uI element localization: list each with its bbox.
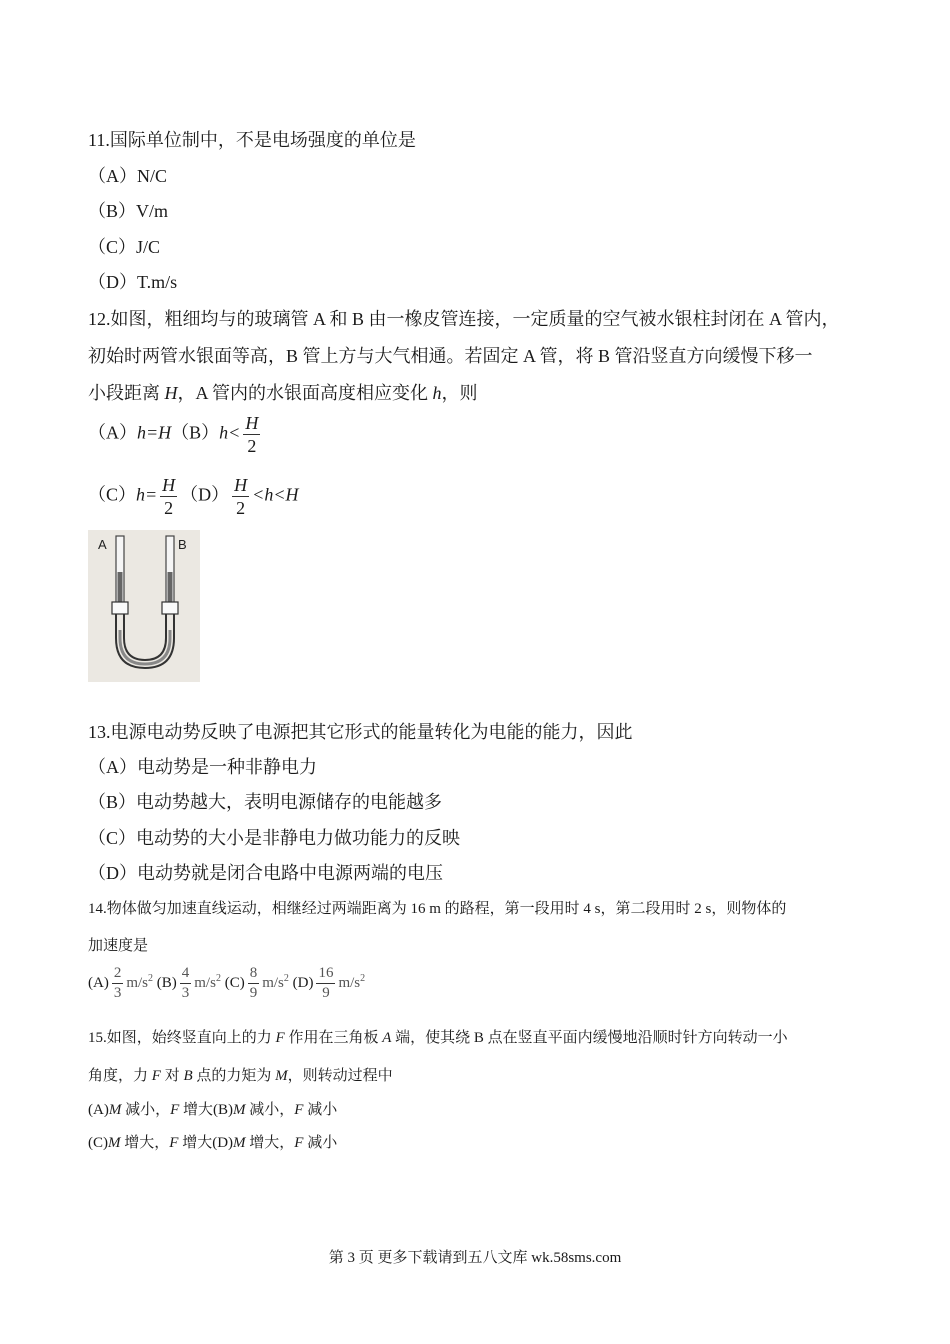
q14-option-c: (C) $\frac{8}{9}$ $m/s^2$: [224, 965, 289, 1001]
q12-option-c-label: （C）: [88, 484, 137, 505]
q12-option-d-expr: <h<H: [252, 484, 299, 505]
q13-option-c: （C）电动势的大小是非静电力做功能力的反映: [88, 828, 461, 848]
q11-option-d: （D）T.m/s: [88, 272, 178, 292]
q12-option-b-label: （B）: [171, 422, 220, 443]
q12-fraction: $\frac{H}{2}$: [245, 413, 259, 456]
q15-options-cd: [88, 1131, 337, 1152]
u-tube-figure: [88, 530, 200, 682]
q14-stem-line2: 加速度是: [88, 938, 149, 954]
connector-a: [112, 602, 128, 614]
q13-option-d: （D）电动势就是闭合电路中电源两端的电压: [88, 863, 443, 883]
q15-option-b: (B)M 减小，F 减小: [213, 1102, 338, 1118]
q12-fraction: $\frac{H}{2}$: [234, 475, 248, 518]
q14-option-b: (B) $\frac{4}{3}$ $m/s^2$: [156, 965, 221, 1001]
q11-option-a: （A）N/C: [88, 166, 168, 186]
q15-stem-line2: 角度，力 F 对 B 点的力矩为 M，则转动过程中: [88, 1068, 393, 1084]
q13-option-b: （B）电动势越大，表明电源储存的电能越多: [88, 792, 443, 812]
q13-stem: 13.电源电动势反映了电源把其它形式的能量转化为电能的能力，因此: [88, 722, 633, 742]
mercury-a: [118, 572, 123, 606]
q12-option-a-expr: h=H: [137, 422, 172, 443]
q12-fraction: $\frac{H}{2}$: [162, 475, 176, 518]
q12-options-cd: [88, 476, 298, 517]
q12-option-d-label: （D）: [180, 484, 230, 505]
tube-b-label: B: [178, 537, 187, 552]
q15-option-a: (A)M 减小，F 增大: [88, 1102, 214, 1118]
q12-option-a-label: （A）: [88, 422, 137, 443]
page-footer: 第 3 页 更多下载请到五八文库 wk.58sms.com: [328, 1250, 622, 1266]
q11-option-b: （B）V/m: [88, 201, 169, 221]
q14-options: [88, 966, 365, 1001]
q15-options-ab: [88, 1098, 337, 1119]
q12-stem-line3: 小段距离 H，A 管内的水银面高度相应变化 h，则: [88, 383, 478, 403]
q14-stem-line1: 14.物体做匀加速直线运动，相继经过两端距离为 16 m 的路程，第一段用时 4 s，第二段用时 2 s，则物体的: [88, 901, 787, 917]
q11-option-c: （C）J/C: [88, 237, 161, 257]
q15-option-d: (D)M 增大，F 减小: [212, 1135, 338, 1151]
connector-b: [162, 602, 178, 614]
q15-option-c: (C)M 增大，F 增大: [88, 1135, 213, 1151]
tube-a-label: A: [98, 537, 107, 552]
q15-stem-line1: 15.如图，始终竖直向上的力 F 作用在三角板 A 端，使其绕 B 点在竖直平面内缓慢地沿顺时针方向转动一小: [88, 1030, 788, 1046]
q11-stem: 11.国际单位制中，不是电场强度的单位是: [88, 130, 416, 150]
q12-options-ab: [88, 414, 263, 455]
q13-option-a: （A）电动势是一种非静电力: [88, 757, 317, 777]
q12-stem-line1: 12.如图，粗细均与的玻璃管 A 和 B 由一橡皮管连接，一定质量的空气被水银柱封闭在 A 管内，: [88, 309, 840, 329]
q12-option-b-expr: h<: [219, 422, 241, 443]
q12-stem-line2: 初始时两管水银面等高，B 管上方与大气相通。若固定 A 管，将 B 管沿竖直方向缓慢下移一: [88, 346, 813, 366]
mercury-b: [168, 572, 173, 606]
q14-option-d: (D) $\frac{16}{9}$ $m/s^2$: [292, 965, 366, 1001]
q12-option-c-expr: h=: [136, 484, 158, 505]
q14-option-a: (A) $\frac{2}{3}$ $m/s^2$: [88, 965, 154, 1001]
